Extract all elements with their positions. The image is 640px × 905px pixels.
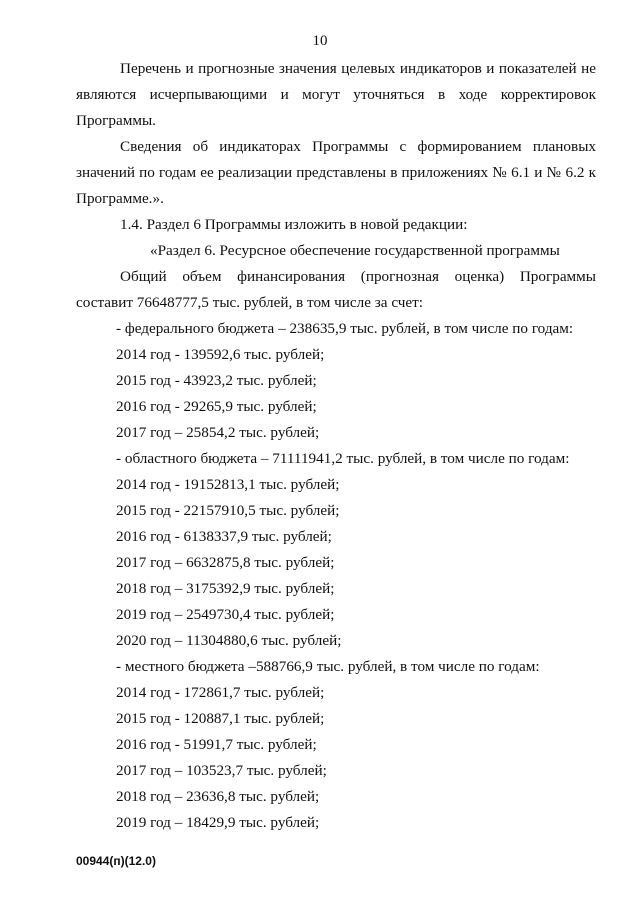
local-year-line: 2019 год – 18429,9 тыс. рублей; (116, 814, 320, 831)
local-year-line: 2017 год – 103523,7 тыс. рублей; (116, 762, 327, 779)
local-year-line: 2018 год – 23636,8 тыс. рублей; (116, 788, 320, 805)
paragraph-total-funding: Общий объем финансирования (прогнозная оценка) Программы составит 76648777,5 тыс. рублей, в том числе за счет: (76, 268, 596, 311)
regional-budget-block (76, 446, 596, 654)
regional-year-line: 2015 год - 22157910,5 тыс. рублей; (116, 502, 340, 519)
federal-year-line: 2016 год - 29265,9 тыс. рублей; (116, 398, 317, 415)
document-body (76, 56, 596, 836)
regional-year-line: 2014 год - 19152813,1 тыс. рублей; (116, 476, 340, 493)
local-budget-block (76, 654, 596, 836)
regional-year-line: 2017 год – 6632875,8 тыс. рублей; (116, 554, 335, 571)
paragraph-indicators: Перечень и прогнозные значения целевых индикаторов и показателей не являются исчерпывающими и могут уточняться в ходе корректировок Программы. (76, 60, 596, 129)
paragraph-section-change: 1.4. Раздел 6 Программы изложить в новой редакции: (120, 216, 468, 233)
page-number: 10 (312, 33, 328, 49)
regional-year-line: 2016 год - 6138337,9 тыс. рублей; (116, 528, 332, 545)
federal-budget-block (76, 316, 596, 446)
local-year-line: 2015 год - 120887,1 тыс. рублей; (116, 710, 325, 727)
federal-year-line: 2015 год - 43923,2 тыс. рублей; (116, 372, 317, 389)
federal-year-line: 2017 год – 25854,2 тыс. рублей; (116, 424, 320, 441)
local-year-line: 2016 год - 51991,7 тыс. рублей; (116, 736, 317, 753)
regional-year-line: 2020 год – 11304880,6 тыс. рублей; (116, 632, 342, 649)
local-year-line: 2014 год - 172861,7 тыс. рублей; (116, 684, 325, 701)
local-budget-heading: - местного бюджета –588766,9 тыс. рублей, в том числе по годам: (116, 658, 540, 675)
paragraph-indicator-info: Сведения об индикаторах Программы с формированием плановых значений по годам ее реализации представлены в приложениях № 6.1 и № 6.2 к Программе.». (76, 138, 596, 207)
federal-year-line: 2014 год - 139592,6 тыс. рублей; (116, 346, 325, 363)
regional-year-line: 2019 год – 2549730,4 тыс. рублей; (116, 606, 335, 623)
document-code: 00944(п)(12.0) (76, 854, 156, 868)
regional-budget-heading: - областного бюджета – 71111941,2 тыс. рублей, в том числе по годам: (116, 450, 570, 467)
federal-budget-heading: - федерального бюджета – 238635,9 тыс. рублей, в том числе по годам: (116, 320, 574, 337)
regional-year-line: 2018 год – 3175392,9 тыс. рублей; (116, 580, 335, 597)
section-heading: «Раздел 6. Ресурсное обеспечение государственной программы (150, 242, 560, 259)
